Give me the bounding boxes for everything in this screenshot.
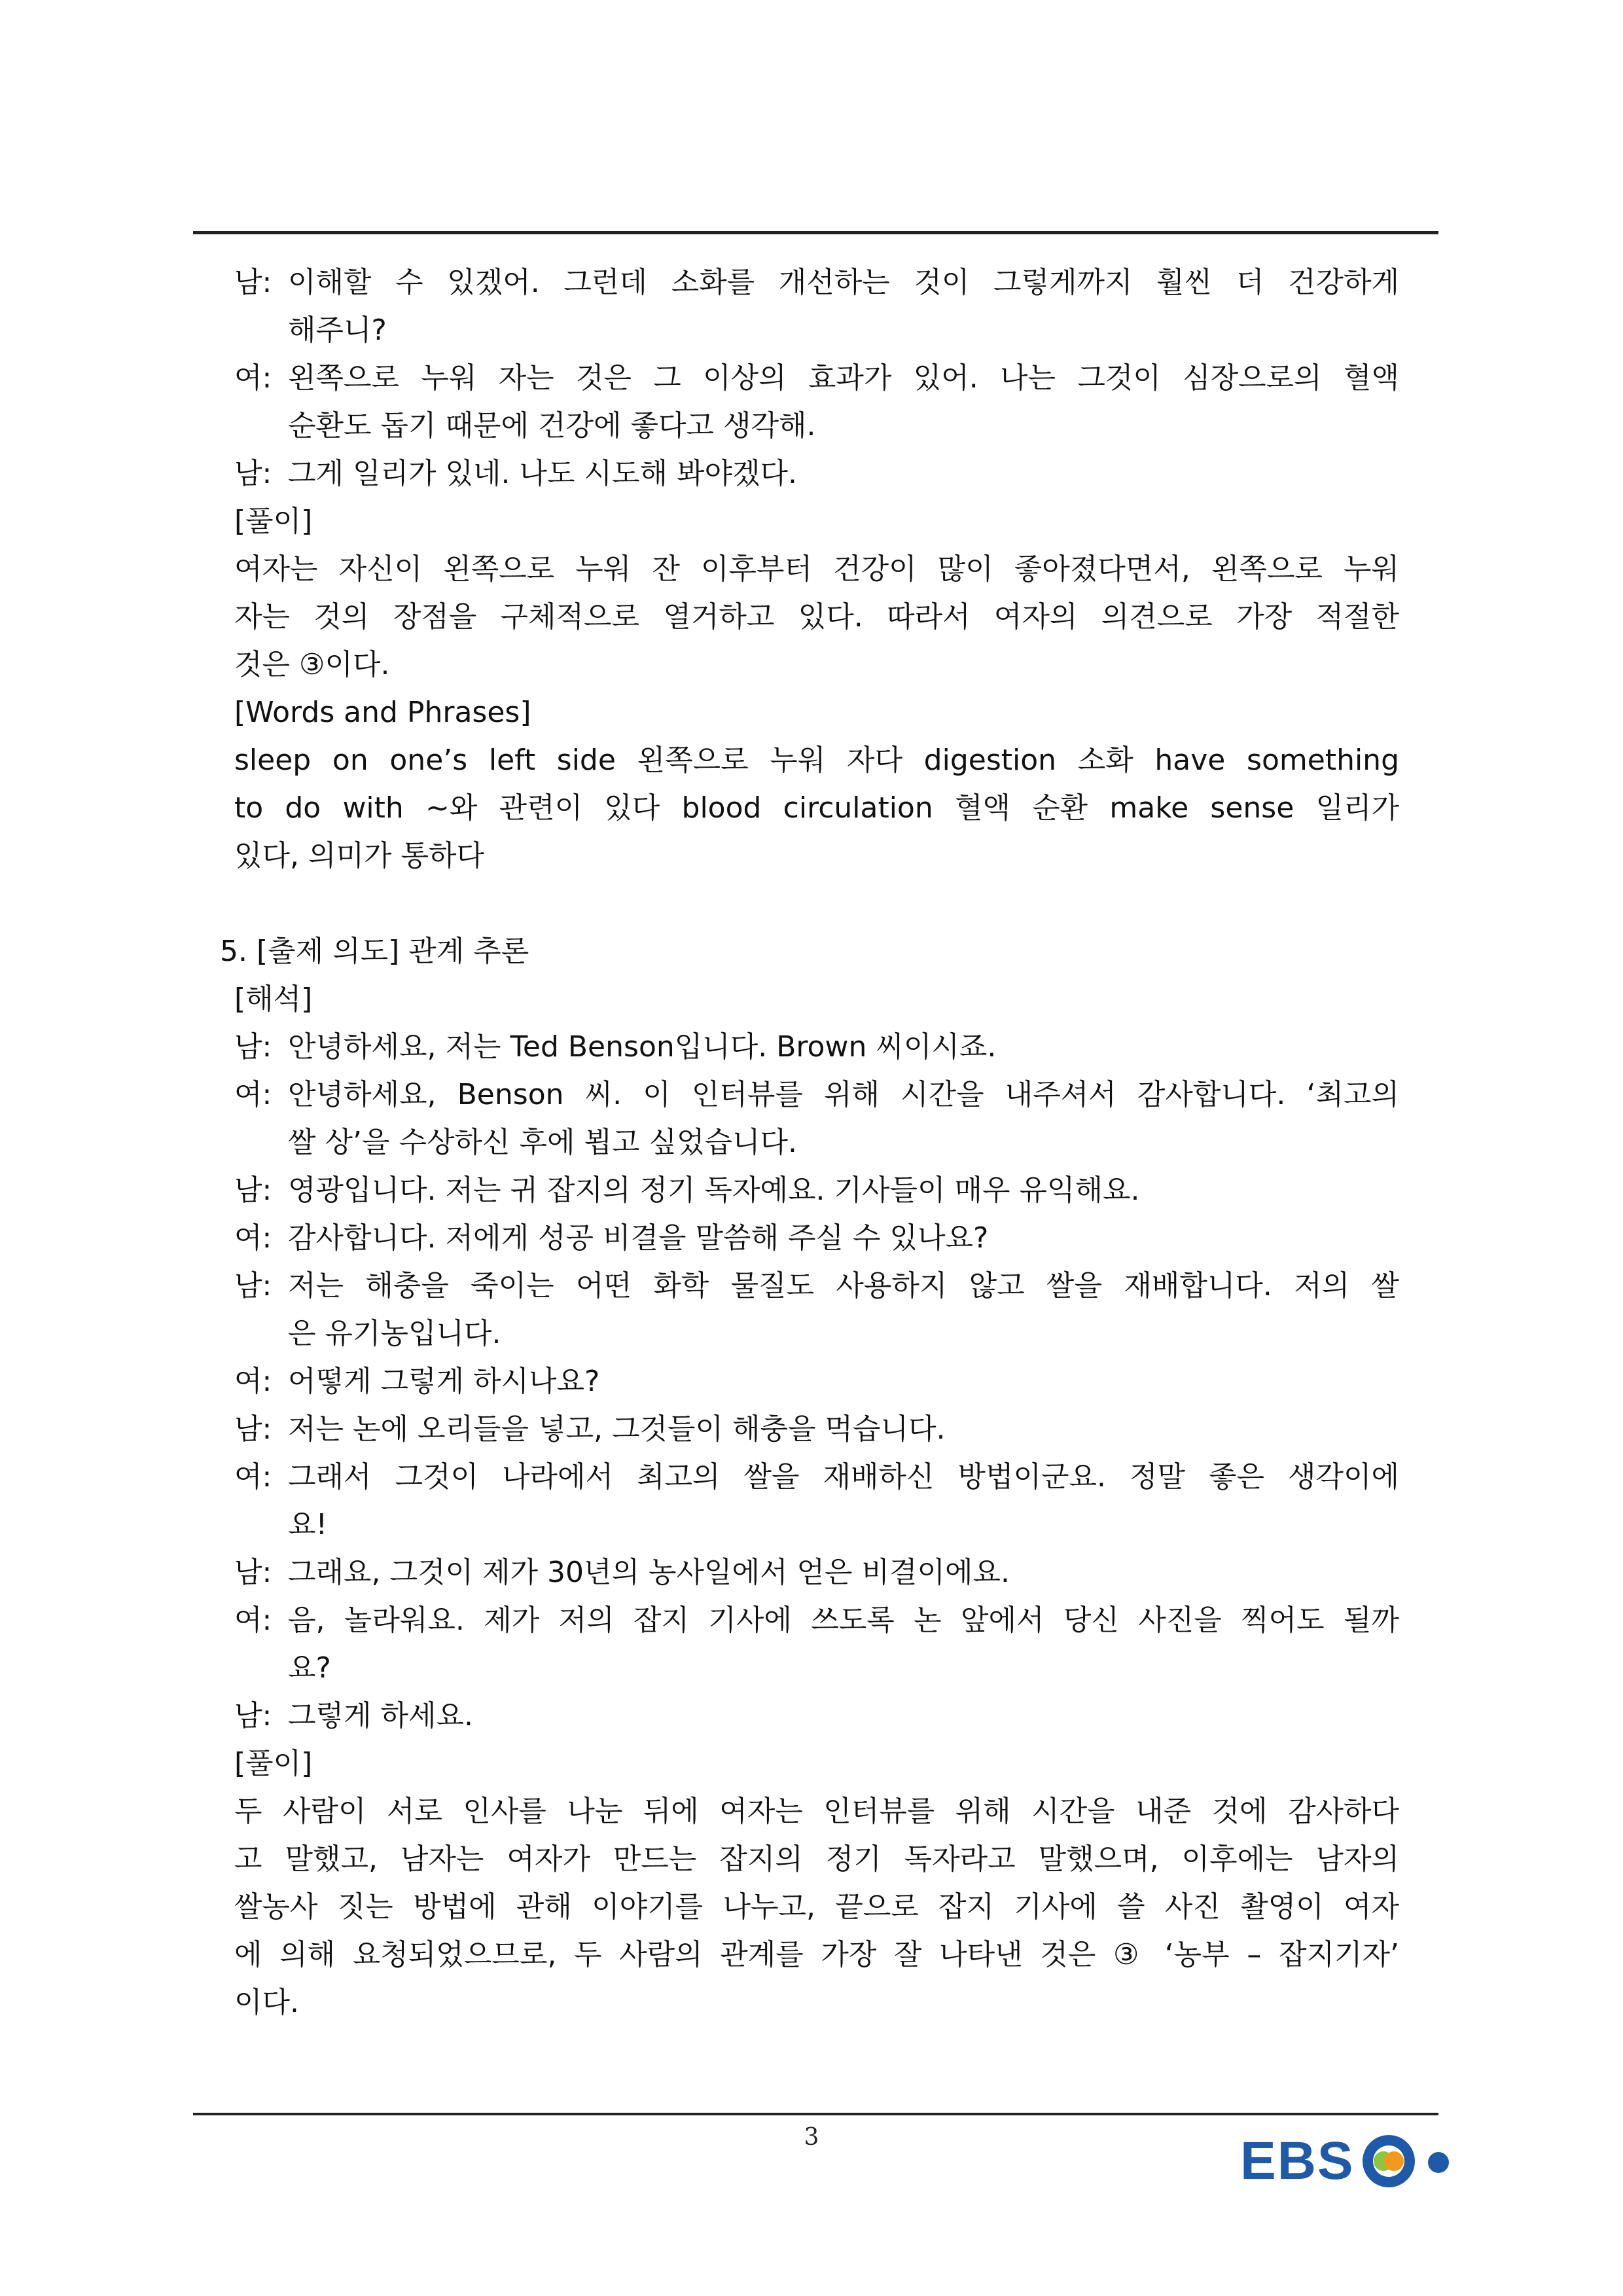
explanation-line: 두 사람이 서로 인사를 나눈 뒤에 여자는 인터뷰를 위해 시간을 내준 것에 감사하다 — [234, 1795, 1399, 1828]
dialogue-line: 요? — [288, 1651, 331, 1685]
explanation-line: 이다. — [234, 1986, 299, 2019]
dialogue-turn — [234, 1453, 1399, 1501]
dialogue-turn — [234, 1357, 1399, 1405]
dialogue-line: 그게 일리가 있네. 나도 시도해 봐야겠다. — [288, 457, 797, 490]
dialogue-line: 해주니? — [288, 314, 387, 347]
explanation-line: 것은 ③이다. — [234, 648, 390, 681]
dialogue-line: 저는 논에 오리들을 넣고, 그것들이 해충을 먹습니다. — [288, 1412, 946, 1446]
words-line: sleep on one’s left side 왼쪽으로 누워 자다 digestion 소화 have something — [234, 744, 1399, 777]
explanation-line: 자는 것의 장점을 구체적으로 열거하고 있다. 따라서 여자의 의견으로 가장 적절한 — [234, 600, 1399, 634]
speaker-label: 남: — [234, 1699, 272, 1732]
dialogue-line: 그래서 그것이 나라에서 최고의 쌀을 재배하신 방법이군요. 정말 좋은 생각이에 — [288, 1460, 1399, 1494]
dialogue-turn — [234, 259, 1399, 306]
words-line: 있다, 의미가 통하다 — [234, 839, 484, 872]
speaker-label: 남: — [234, 1174, 272, 1207]
speaker-label: 여: — [234, 1078, 272, 1111]
speaker-label: 여: — [234, 1604, 272, 1637]
dialogue-turn — [234, 1405, 1399, 1453]
dialogue-turn — [234, 450, 1399, 497]
dialogue-turn — [234, 1692, 1399, 1740]
dialogue-line: 음, 놀라워요. 제가 저의 잡지 기사에 쓰도록 논 앞에서 당신 사진을 찍어도 될까 — [288, 1604, 1399, 1637]
speaker-label: 남: — [234, 1030, 272, 1064]
explanation-line: 여자는 자신이 왼쪽으로 누워 잔 이후부터 건강이 많이 좋아졌다면서, 왼쪽으로 누워 — [234, 552, 1399, 586]
dialogue-turn — [234, 1071, 1399, 1119]
speaker-label: 남: — [234, 1269, 272, 1302]
explanation-line: 에 의해 요청되었으므로, 두 사람의 관계를 가장 잘 나타낸 것은 ③ ‘농부 – 잡지기자’ — [234, 1938, 1399, 1971]
dialogue-turn — [234, 354, 1399, 402]
dialogue-turn — [234, 1549, 1399, 1596]
explanation-line: 쌀농사 짓는 방법에 관해 이야기를 나누고, 끝으로 잡지 기사에 쓸 사진 촬영이 여자 — [234, 1890, 1399, 1924]
dialogue-line: 이해할 수 있겠어. 그런데 소화를 개선하는 것이 그렇게까지 훨씬 더 건강하게 — [288, 266, 1399, 299]
header-rule — [193, 231, 1438, 234]
ebs-logo-text: EBS — [1240, 2131, 1355, 2191]
speaker-label: 남: — [234, 1412, 272, 1446]
words-line: to do with ~와 관련이 있다 blood circulation 혈액 순환 make sense 일리가 — [234, 791, 1399, 825]
ebs-logo-mark-icon — [1355, 2128, 1479, 2194]
ebs-logo — [1240, 2128, 1479, 2194]
dialogue-turn — [234, 1262, 1399, 1310]
speaker-label: 남: — [234, 457, 272, 490]
dialogue-turn — [234, 1596, 1399, 1644]
dialogue-line: 안녕하세요, Benson 씨. 이 인터뷰를 위해 시간을 내주셔서 감사합니다. ‘최고의 — [288, 1078, 1399, 1111]
dialogue-line: 영광입니다. 저는 귀 잡지의 정기 독자예요. 기사들이 매우 유익해요. — [288, 1174, 1140, 1207]
explanation-heading: [풀이] — [234, 1747, 313, 1780]
dialogue-line: 그렇게 하세요. — [288, 1699, 473, 1732]
explanation-heading: [풀이] — [234, 505, 313, 538]
dialogue-turn — [234, 1023, 1399, 1071]
dialogue-line: 요! — [288, 1508, 328, 1541]
dialogue-line: 어떻게 그렇게 하시나요? — [288, 1365, 600, 1398]
dialogue-line: 쌀 상’을 수상하신 후에 뵙고 싶었습니다. — [288, 1126, 797, 1159]
interpretation-heading: [해석] — [234, 982, 313, 1016]
speaker-label: 여: — [234, 1221, 272, 1255]
speaker-label: 남: — [234, 266, 272, 299]
dialogue-turn — [234, 1166, 1399, 1214]
dialogue-line: 은 유기농입니다. — [288, 1317, 501, 1350]
page-number: 3 — [804, 2124, 819, 2151]
dialogue-line: 그래요, 그것이 제가 30년의 농사일에서 얻은 비결이에요. — [288, 1556, 1010, 1589]
speaker-label: 여: — [234, 361, 272, 395]
dialogue-line: 왼쪽으로 누워 자는 것은 그 이상의 효과가 있어. 나는 그것이 심장으로의 혈액 — [288, 361, 1399, 395]
dialogue-line: 감사합니다. 저에게 성공 비결을 말씀해 주실 수 있나요? — [288, 1221, 989, 1255]
section-gap — [234, 880, 1399, 927]
page-body — [220, 259, 1399, 2026]
words-heading: [Words and Phrases] — [234, 696, 531, 729]
explanation-line: 고 말했고, 남자는 여자가 만드는 잡지의 정기 독자라고 말했으며, 이후에는 남자의 — [234, 1842, 1399, 1876]
dialogue-turn — [234, 1214, 1399, 1262]
speaker-label: 여: — [234, 1365, 272, 1398]
dialogue-line: 안녕하세요, 저는 Ted Benson입니다. Brown 씨이시죠. — [288, 1030, 997, 1064]
footer-rule — [193, 2113, 1438, 2115]
speaker-label: 남: — [234, 1556, 272, 1589]
dialogue-line: 저는 해충을 죽이는 어떤 화학 물질도 사용하지 않고 쌀을 재배합니다. 저의 쌀 — [288, 1269, 1399, 1302]
section-title: 5. [출제 의도] 관계 추론 — [220, 935, 529, 968]
speaker-label: 여: — [234, 1460, 272, 1494]
dialogue-line: 순환도 돕기 때문에 건강에 좋다고 생각해. — [288, 409, 816, 442]
